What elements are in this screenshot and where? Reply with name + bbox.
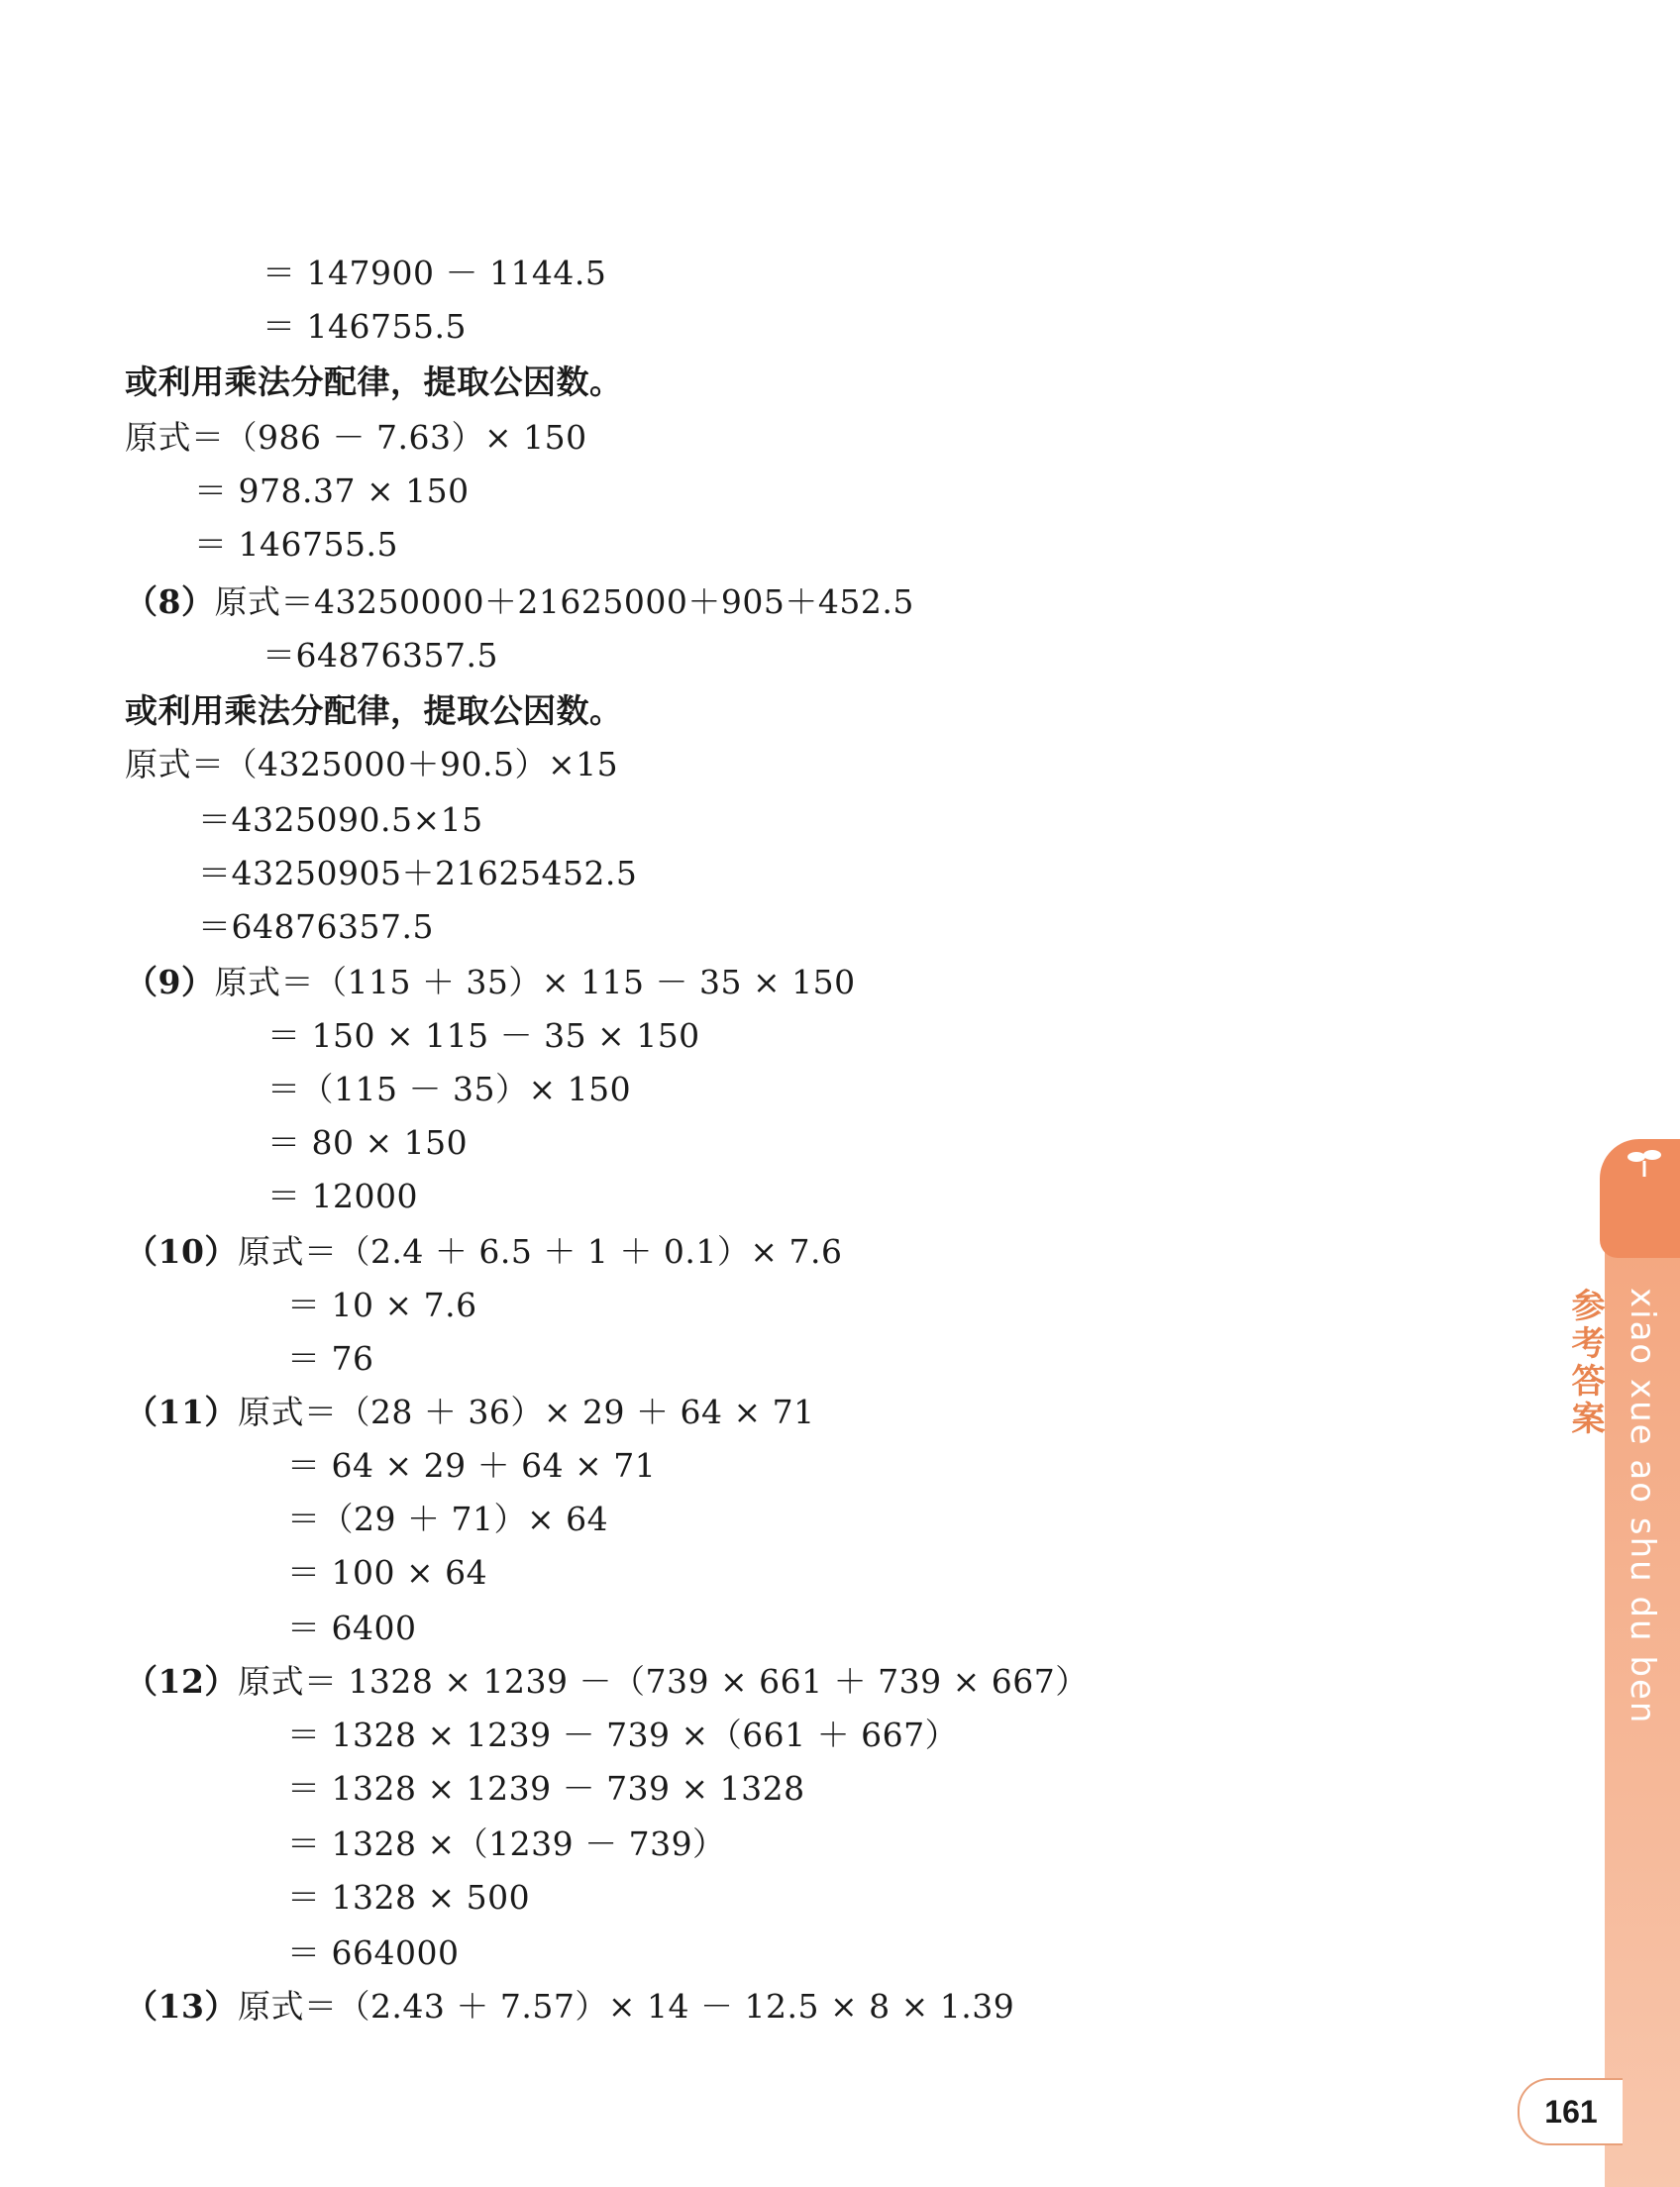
method-note: 或利用乘法分配律，提取公因数。	[125, 363, 623, 401]
answer-line: ＝ 100 × 64	[287, 1553, 488, 1592]
answer-line: 原式＝（986 － 7.63）× 150	[125, 418, 587, 457]
problem-label: （11）	[125, 1393, 238, 1431]
answer-line: ＝ 150 × 115 － 35 × 150	[267, 1016, 700, 1055]
problem-label: （13）	[125, 1987, 238, 2026]
problem-8: （8）原式＝43250000＋21625000＋905＋452.5	[125, 582, 914, 621]
section-title: 参考答案	[1565, 1288, 1605, 1438]
answer-line: ＝（115 － 35）× 150	[267, 1070, 632, 1108]
answer-line: ＝ 147900 － 1144.5	[262, 254, 607, 292]
problem-label: （8）	[125, 582, 215, 621]
answer-line: ＝（29 ＋ 71）× 64	[287, 1500, 609, 1538]
answer-line: ＝ 1328 × 1239 － 739 ×（661 ＋ 667）	[287, 1716, 959, 1754]
answer-line: ＝4325090.5×15	[198, 800, 483, 839]
answer-line: ＝ 146755.5	[194, 525, 398, 564]
answer-line: ＝ 10 × 7.6	[287, 1286, 477, 1324]
answer-line: ＝ 76	[287, 1339, 374, 1378]
problem-label: （12）	[125, 1662, 238, 1701]
sprout-icon	[1625, 1147, 1664, 1179]
problem-label: （10）	[125, 1232, 238, 1271]
answer-line: ＝ 1328 ×（1239 － 739）	[287, 1824, 726, 1863]
answer-line: ＝ 1328 × 500	[287, 1878, 531, 1917]
answer-line: 原式＝（4325000＋90.5）×15	[125, 745, 619, 783]
answer-line: ＝ 146755.5	[262, 307, 467, 346]
page-number: 161	[1518, 2078, 1623, 2145]
answer-line: ＝ 1328 × 1239 － 739 × 1328	[287, 1769, 805, 1808]
answer-line: ＝ 6400	[287, 1609, 417, 1647]
problem-13: （13）原式＝（2.43 ＋ 7.57）× 14 － 12.5 × 8 × 1.39	[125, 1987, 1015, 2026]
answer-line: ＝ 664000	[287, 1933, 460, 1972]
answer-line: ＝64876357.5	[262, 636, 498, 675]
answer-line: ＝64876357.5	[198, 907, 434, 946]
problem-label: （9）	[125, 963, 215, 1001]
answer-line: ＝ 978.37 × 150	[194, 471, 470, 510]
method-note: 或利用乘法分配律，提取公因数。	[125, 691, 623, 730]
answer-line: ＝ 64 × 29 ＋ 64 × 71	[287, 1446, 657, 1485]
problem-11: （11）原式＝（28 ＋ 36）× 29 ＋ 64 × 71	[125, 1393, 815, 1431]
answer-line: ＝ 80 × 150	[267, 1123, 469, 1162]
answer-line: ＝43250905＋21625452.5	[198, 854, 638, 892]
problem-9: （9）原式＝（115 ＋ 35）× 115 － 35 × 150	[125, 963, 856, 1001]
sidebar-pinyin: xiao xue ao shu du ben	[1623, 1288, 1662, 1725]
answer-line: ＝ 12000	[267, 1177, 418, 1215]
problem-10: （10）原式＝（2.4 ＋ 6.5 ＋ 1 ＋ 0.1）× 7.6	[125, 1232, 843, 1271]
problem-12: （12）原式＝ 1328 × 1239 －（739 × 661 ＋ 739 × 667）	[125, 1662, 1089, 1701]
